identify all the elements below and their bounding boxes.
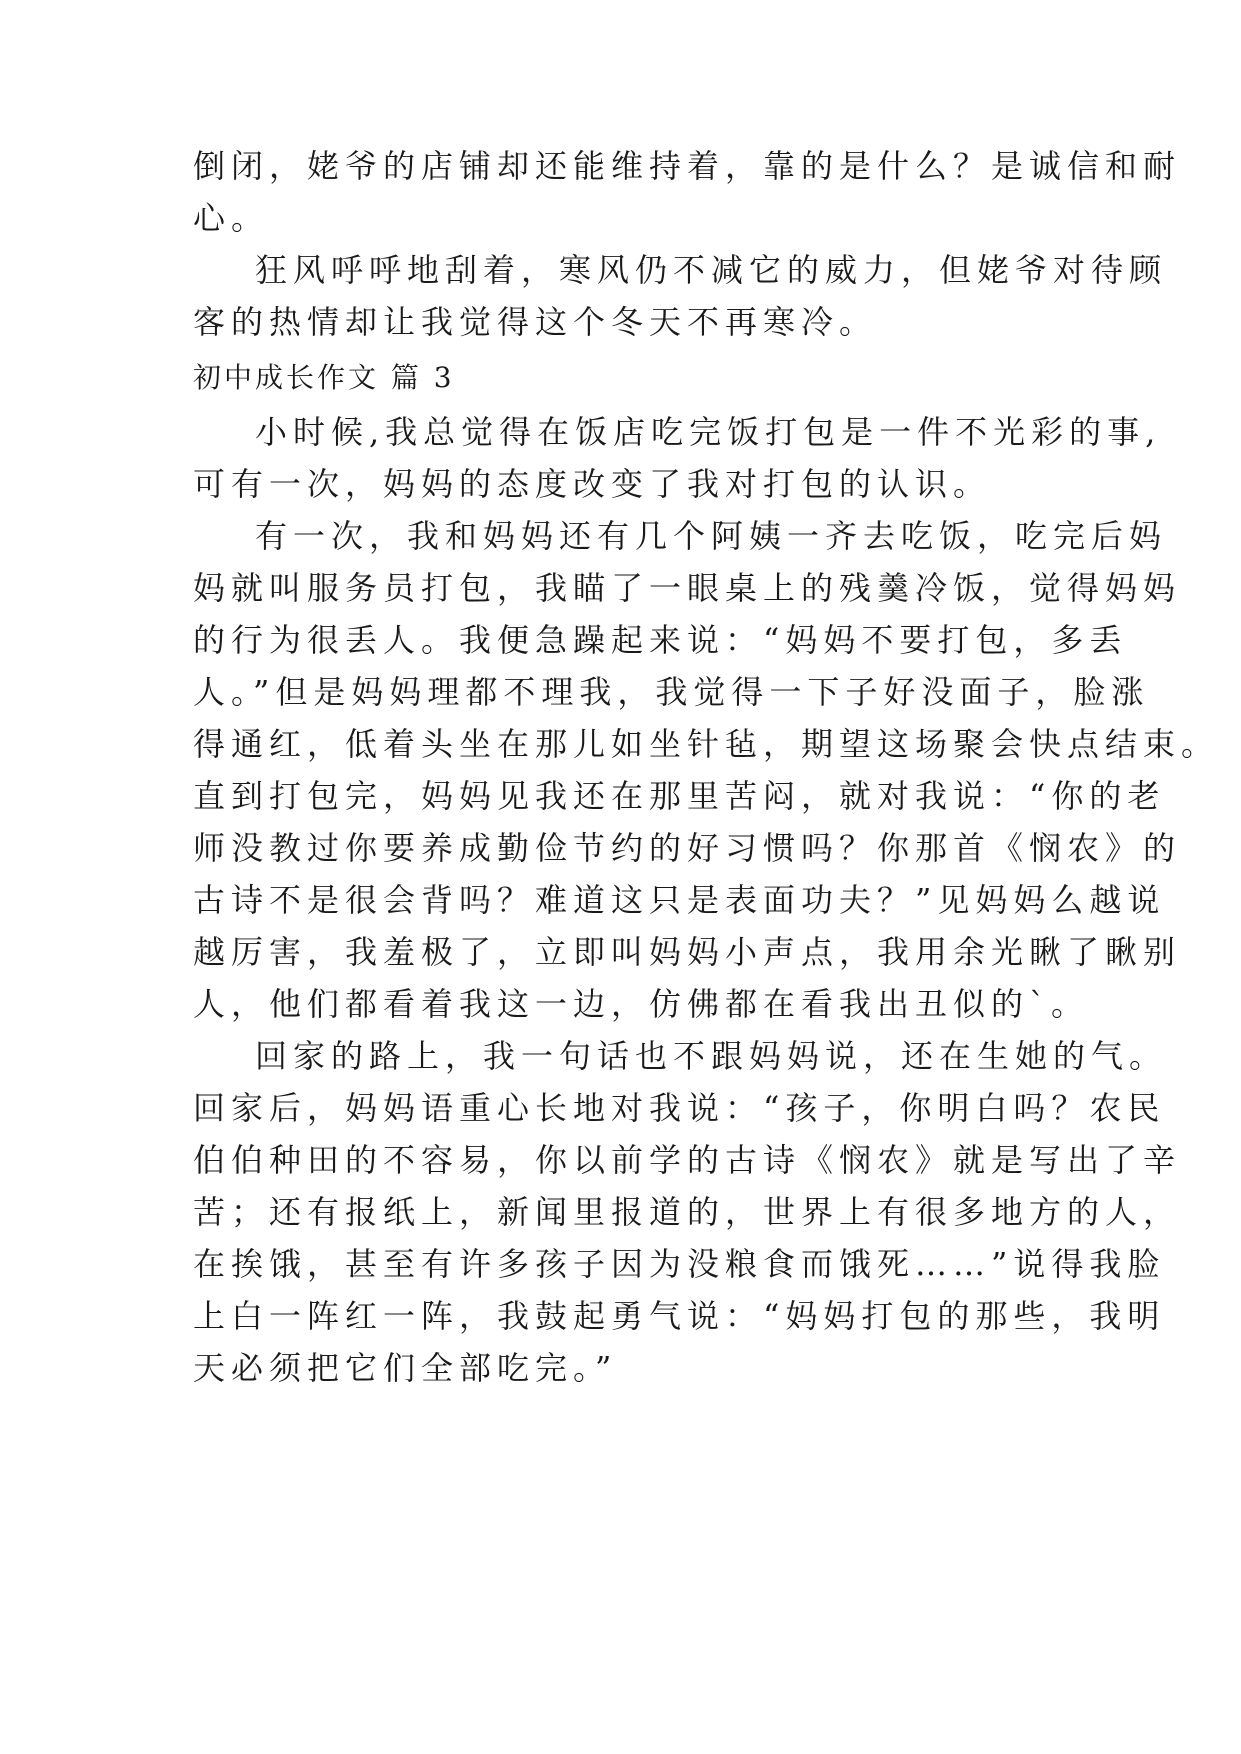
text-line: 心。 (193, 199, 270, 237)
text-line: 有一次，我和妈妈还有几个阿姨一齐去吃饭，吃完后妈 (255, 517, 1168, 555)
text-line: 直到打包完，妈妈见我还在那里苦闷，就对我说：“你的老 (193, 777, 1166, 815)
text-line: 回家后，妈妈语重心长地对我说：“孩子，你明白吗？农民 (193, 1089, 1166, 1127)
text-line: 苦；还有报纸上，新闻里报道的，世界上有很多地方的人， (193, 1193, 1182, 1231)
text-line: 小时候,我总觉得在饭店吃完饭打包是一件不光彩的事, (255, 413, 1162, 451)
text-line: 狂风呼呼地刮着，寒风仍不减它的威力，但姥爷对待顾 (255, 251, 1168, 289)
text-line: 可有一次，妈妈的态度改变了我对打包的认识。 (193, 465, 992, 503)
text-line: 天必须把它们全部吃完。” (193, 1349, 618, 1387)
text-line: 人。”但是妈妈理都不理我，我觉得一下子好没面子，脸涨 (193, 673, 1150, 711)
text-line: 伯伯种田的不容易，你以前学的古诗《悯农》就是写出了辛 (193, 1141, 1182, 1179)
text-line: 妈就叫服务员打包，我瞄了一眼桌上的残羹冷饭，觉得妈妈 (193, 569, 1182, 607)
text-line: 师没教过你要养成勤俭节约的好习惯吗？你那首《悯农》的 (193, 829, 1182, 867)
text-line: 的行为很丢人。我便急躁起来说：“妈妈不要打包，多丢 (193, 621, 1128, 659)
text-line: 越厉害，我羞极了，立即叫妈妈小声点，我用余光瞅了瞅别 (193, 933, 1182, 971)
text-line: 回家的路上，我一句话也不跟妈妈说，还在生她的气。 (255, 1037, 1168, 1075)
section-heading: 初中成长作文 篇 3 (193, 361, 455, 394)
text-line: 客的热情却让我觉得这个冬天不再寒冷。 (193, 303, 878, 341)
text-line: 上白一阵红一阵，我鼓起勇气说：“妈妈打包的那些，我明 (193, 1297, 1166, 1335)
text-line: 得通红，低着头坐在那儿如坐针毡，期望这场聚会快点结束。 (193, 725, 1220, 763)
text-line: 倒闭，姥爷的店铺却还能维持着，靠的是什么？是诚信和耐 (193, 147, 1182, 185)
text-line: 在挨饿，甚至有许多孩子因为没粮食而饿死……”说得我脸 (193, 1245, 1166, 1283)
text-line: 人，他们都看着我这一边，仿佛都在看我出丑似的`。 (193, 985, 1090, 1023)
text-line: 古诗不是很会背吗？难道这只是表面功夫？”见妈妈么越说 (193, 881, 1166, 919)
